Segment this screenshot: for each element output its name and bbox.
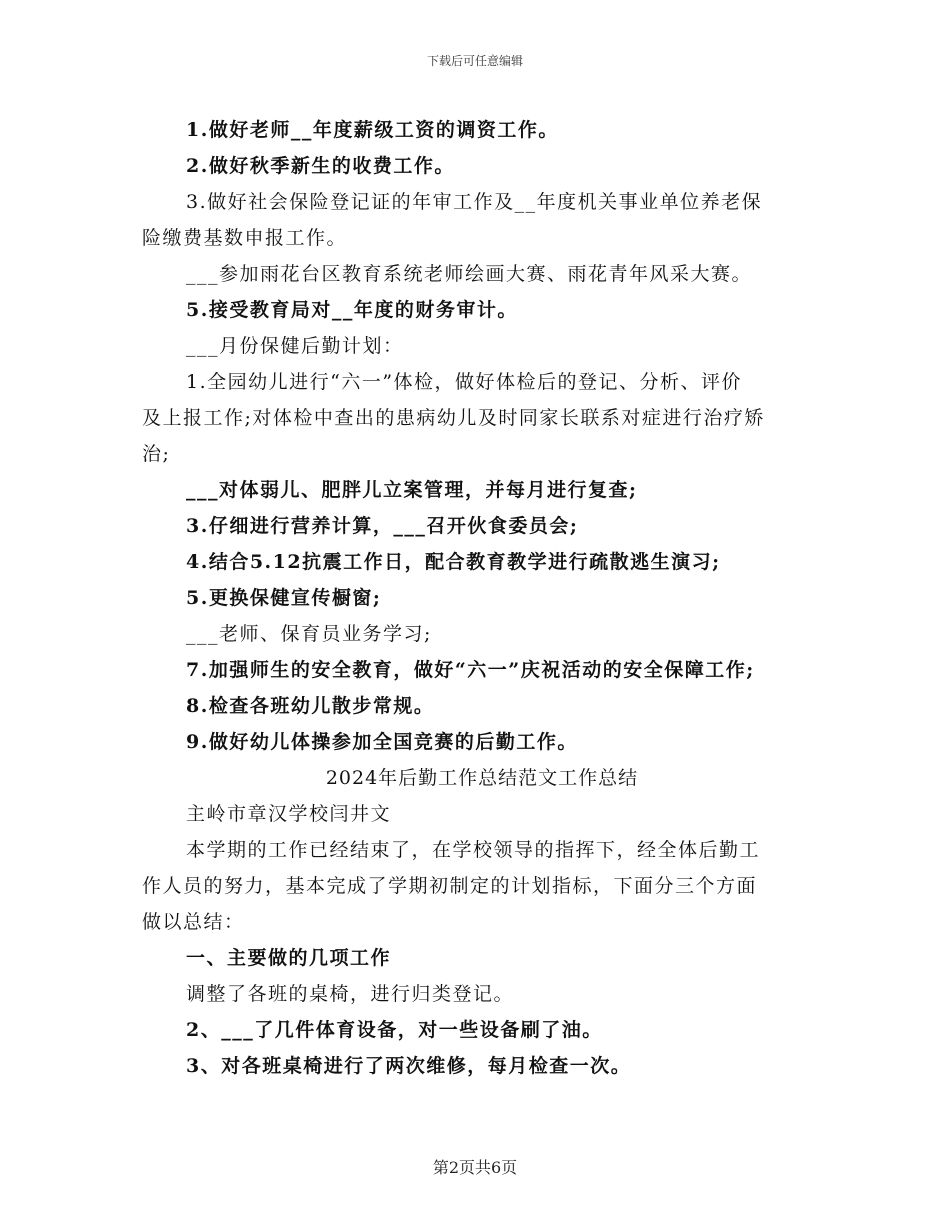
item-3-line-2: 险缴费基数申报工作。 — [142, 227, 348, 249]
work-1: 调整了各班的桌椅，进行归类登记。 — [186, 983, 515, 1005]
plan-4: 4.结合5.12抗震工作日，配合教育教学进行疏散逃生演习; — [186, 551, 721, 573]
item-5: 5.接受教育局对__年度的财务审计。 — [186, 299, 518, 321]
work-3: 3、对各班桌椅进行了两次维修，每月检查一次。 — [186, 1055, 632, 1077]
item-4: ___参加雨花台区教育系统老师绘画大赛、雨花青年风采大赛。 — [186, 263, 753, 285]
author-line: 主岭市章汉学校闫井文 — [186, 803, 392, 825]
page-number: 第2页共6页 — [432, 1158, 518, 1177]
month-plan-heading: ___月份保健后勤计划： — [186, 335, 404, 357]
plan-1-line-1: 1.全园幼儿进行“六一”体检，做好体检后的登记、分析、评价 — [186, 371, 743, 393]
plan-7: 7.加强师生的安全教育，做好“六一”庆祝活动的安全保障工作; — [186, 659, 755, 681]
plan-5: 5.更换保健宣传橱窗; — [186, 587, 382, 609]
item-2: 2.做好秋季新生的收费工作。 — [186, 155, 455, 177]
header-note: 下载后可任意编辑 — [426, 54, 523, 68]
item-3-line-1: 3.做好社会保险登记证的年审工作及__年度机关事业单位养老保 — [186, 191, 763, 213]
item-1: 1.做好老师__年度薪级工资的调资工作。 — [186, 119, 559, 141]
document-body — [142, 112, 822, 1084]
section-title: 2024年后勤工作总结范文工作总结 — [325, 767, 639, 789]
intro-line-2: 作人员的努力，基本完成了学期初制定的计划指标，下面分三个方面 — [142, 875, 758, 897]
plan-8: 8.检查各班幼儿散步常规。 — [186, 695, 435, 717]
plan-9: 9.做好幼儿体操参加全国竞赛的后勤工作。 — [186, 731, 578, 753]
intro-line-1: 本学期的工作已经结束了，在学校领导的指挥下，经全体后勤工 — [186, 839, 761, 861]
plan-1-line-3: 治; — [142, 443, 171, 465]
plan-1-line-2: 及上报工作;对体检中查出的患病幼儿及时同家长联系对症进行治疗矫 — [142, 407, 765, 429]
plan-2: ___对体弱儿、肥胖儿立案管理，并每月进行复查; — [186, 479, 638, 501]
heading-main-work: 一、主要做的几项工作 — [186, 947, 392, 969]
work-2: 2、___了几件体育设备，对一些设备刷了油。 — [186, 1019, 603, 1041]
plan-6: ___老师、保育员业务学习; — [186, 623, 432, 645]
intro-line-3: 做以总结： — [142, 911, 245, 933]
plan-3: 3.仔细进行营养计算，___召开伙食委员会; — [186, 515, 579, 537]
